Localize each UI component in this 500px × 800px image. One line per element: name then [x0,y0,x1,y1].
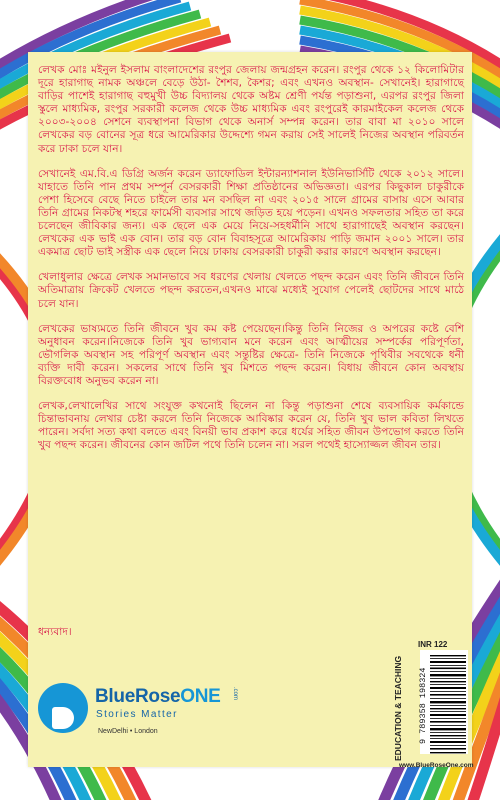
author-biography [38,64,464,464]
bluerose-logo-icon [38,683,88,733]
publisher-logo [38,673,248,745]
isbn-barcode [430,655,466,755]
publisher-tagline: Stories Matter [96,709,178,720]
publisher-name-part1: BlueRose [95,686,181,707]
closing-thanks: ধন্যবাদ। [38,626,72,638]
publisher-domain-suffix: .com [232,687,238,701]
bio-paragraph-4: লেখকের ভাষ্যমতে তিনি জীবনে খুব কম কষ্ট পেয়েছেন।কিন্তু তিনি নিজের ও অপরের কষ্টে বেশি অনুধাবন করেন।নিজেকে তিনি খুব ভাগ্যবান মনে করেন এবং আত্মীয়ের সম্পর্কের পরিপূর্ণতা, ভৌগলিক অবস্থান সহ পরিপূর্ণ অবস্থান এবং সন্তুষ্টির ক্ষেত্রে- তিনি নিজেকে পৃথিবীর সবথেকে ধনী ব্যক্তি দাবী করেন। সকলের সাথে তিনি খুব মিশতে পছন্দ করেন। বিধায় জীবনে কোন অবস্থায় বিরক্তবোধ অনুভব করেন না। [38,322,464,387]
bio-paragraph-1: লেখক মোঃ মইনুল ইসলাম বাংলাদেশের রংপুর জেলায় জন্মগ্রহন করেন। রংপুর থেকে ১২ কিলোমিটার দূরে হারাগাছ নামক অঞ্চলে বেড়ে উঠা- শৈশব, কৈশর; এবং এখনও অবস্থান- সেখানেই। হারাগাছে বাড়ির পাশেই হারাগাছ বহুমুখী উচ্চ বিদ্যালয় থেকে অষ্টম শ্রেণী পর্যন্ত পড়াশুনা, এরপর রংপুর জিলা স্কুলে মাধ্যমিক, রংপুর সরকারী কলেজ থেকে উচ্চ মাধ্যমিক এবং রংপুরেই কারমাইকেল কলেজ থেকে ২০০৩-২০০৪ সেশনে ব্যবস্থাপনা বিভাগ থেকে অনার্স সম্পন্ন করেন। তার বাবা মা ২০১০ সালে লেখকের বড় বোনের সূত্র ধরে আমেরিকার উদ্দেশ্যে গমন করায় সেই সালেই নিজের অবস্থান পরিবর্তন করে ঢাকা চলে যান। [38,64,464,155]
bio-paragraph-3: খেলাধুলার ক্ষেত্রে লেখক সমানভাবে সব ধরণের খেলায় খেলতে পছন্দ করেন এবং তিনি জীবনে তিনি অতিমাত্রায় ক্রিকেট খেলতে পছন্দ করতেন,এখনও মাঝে মধ্যেই সুযোগ পেলেই ছোটদের সাথে মাঠে চলে যান। [38,271,464,310]
bio-paragraph-2: সেখানেই এম.বি.এ ডিগ্রি অর্জন করেন ড্যাফোডিল ইন্টারন্যাশনাল ইউনিভার্সিটি থেকে ২০১২ সালে। যাহাতে তিনি পান প্রথম সম্পূর্ন বেসরকারী শিক্ষা প্রতিষ্ঠানের অভিজ্ঞতা। এরপর কিছুকাল চাকুরীকে পেশা হিসেবে বেছে নিতে চাইলে তার মন বসছিল না এবং ২০১৫ সালে গ্রামের বাসায় এসে আবার তিনি গ্রামের নিকটস্থ শহরে ফার্মেসী ব্যবসার সাথে জড়িত হয়ে পড়েন। এখনও সফলতার সহিত তা করে চলেছেন জীবিকার জন্য। এক ছেলে এক মেয়ে নিয়ে-সহধর্মীনি সাথে হারাগাছেই অবস্থান করছেন। লেখকের এক ভাই এক বোন। তার বড় বোন বিবাহসূত্রে আমেরিকায় পাড়ি জমান ২০০১ সালে। তার একমাত্র ছোট ভাই সস্ত্রীক এক ছেলে নিয়ে ঢাকায় বেসরকারী চাকুরী করার কারণে অবস্থান করছেন। [38,167,464,259]
book-category: EDUCATION & TEACHING [393,655,403,761]
isbn-number: 9 789358 198324 [418,667,428,745]
publisher-website: www.BlueRoseOne.com [399,762,474,769]
book-price: INR 122 [418,640,448,649]
bio-paragraph-5: লেখক,লেখালেখির সাথে সংযুক্ত কখনোই ছিলেন না কিন্তু পড়াশুনা শেষে ব্যবসায়িক কর্মকান্ডে চিন্তাভাবনায় লেখার চেষ্টা করলে তিনি নিজেকে আবিষ্কার করেন যে, তিনি খুব ভাল কবিতা লিখতে পারেন। সর্বদা সত্য কথা বলতে এবং বিনয়ী ভাব প্রকাশ করে ধর্যের সহিত জীবন উপভোগ করতে তিনি খুব পছন্দ করেন। জীবনের কোন জটিল পথে তিনি চলেন না। সরল পথেই হাস্যোজ্জল জীবন তার। [38,400,464,452]
publisher-name-part2: ONE [180,686,221,707]
publisher-name [95,686,221,708]
publisher-locations: NewDelhi • London [98,728,158,735]
